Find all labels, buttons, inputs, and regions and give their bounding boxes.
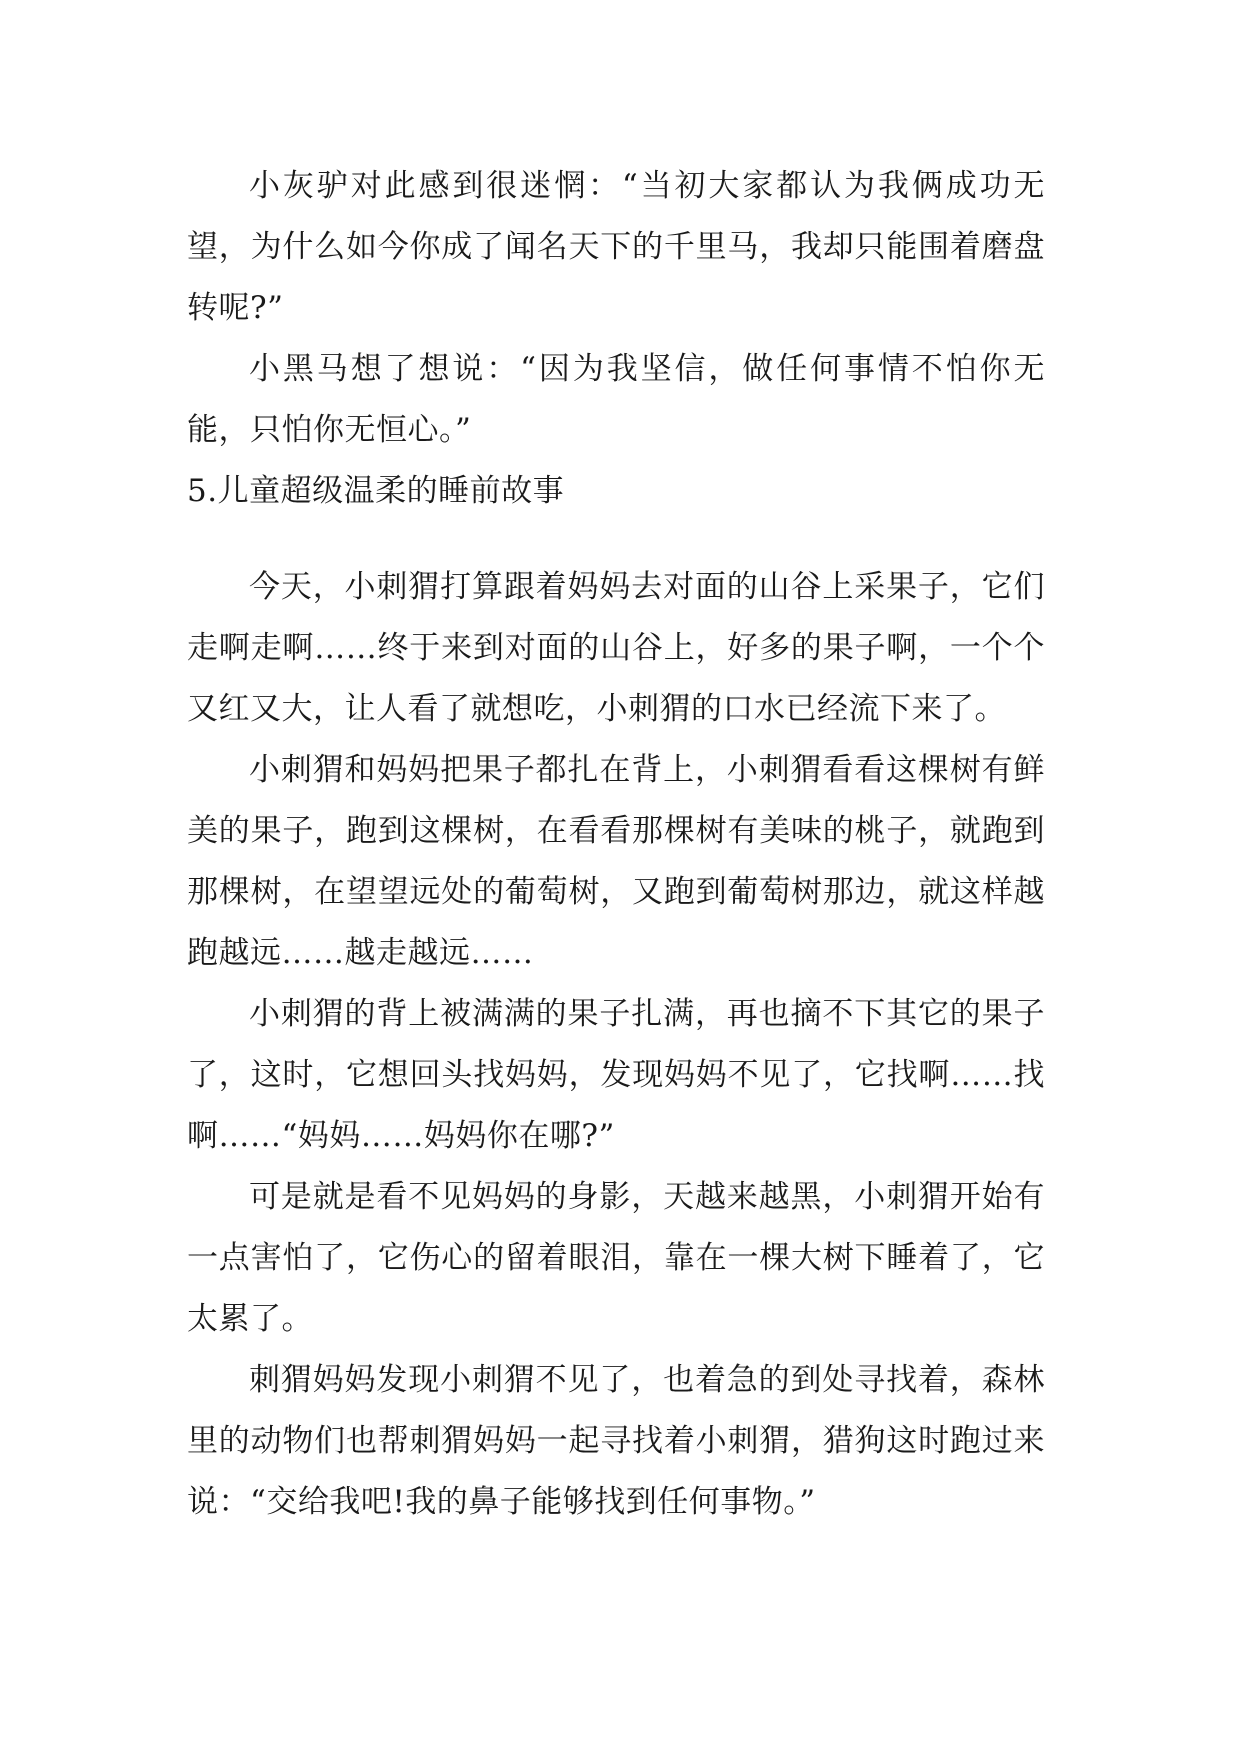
story-paragraph: 今天，小刺猬打算跟着妈妈去对面的山谷上采果子，它们走啊走啊……终于来到对面的山谷上，好多的果子啊，一个个又红又大，让人看了就想吃，小刺猬的口水已经流下来了。 bbox=[187, 569, 1045, 727]
story-paragraph: 可是就是看不见妈妈的身影，天越来越黑，小刺猬开始有一点害怕了，它伤心的留着眼泪，靠在一棵大树下睡着了，它太累了。 bbox=[187, 1179, 1045, 1337]
story-paragraph: 刺猬妈妈发现小刺猬不见了，也着急的到处寻找着，森林里的动物们也帮刺猬妈妈一起寻找着小刺猬，猎狗这时跑过来说：“交给我吧!我的鼻子能够找到任何事物。” bbox=[187, 1362, 1045, 1520]
story-paragraph: 小黑马想了想说：“因为我坚信，做任何事情不怕你无能，只怕你无恒心。” bbox=[187, 351, 1045, 448]
story-section-previous bbox=[187, 156, 1045, 522]
story-paragraph: 小刺猬的背上被满满的果子扎满，再也摘不下其它的果子了，这时，它想回头找妈妈，发现妈妈不见了，它找啊……找啊……“妈妈……妈妈你在哪?” bbox=[187, 996, 1045, 1154]
story-section-hedgehog bbox=[187, 557, 1045, 1533]
story-paragraph: 小灰驴对此感到很迷惘：“当初大家都认为我俩成功无望，为什么如今你成了闻名天下的千里马，我却只能围着磨盘转呢?” bbox=[187, 168, 1045, 326]
section-heading: 5.儿童超级温柔的睡前故事 bbox=[187, 473, 565, 509]
story-paragraph: 小刺猬和妈妈把果子都扎在背上，小刺猬看看这棵树有鲜美的果子，跑到这棵树，在看看那棵树有美味的桃子，就跑到那棵树，在望望远处的葡萄树，又跑到葡萄树那边，就这样越跑越远……越走越远…… bbox=[187, 752, 1045, 971]
